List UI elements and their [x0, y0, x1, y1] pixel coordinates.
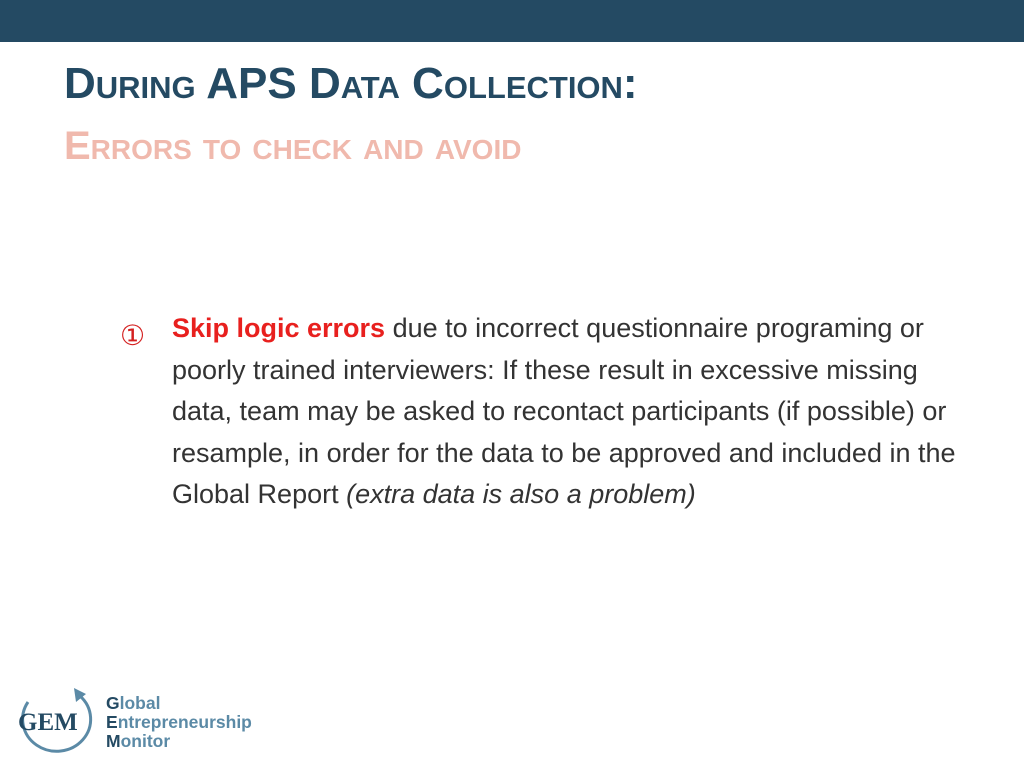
bullet-body: due to incorrect questionnaire programing or poorly trained interviewers: If these result in excessive missing data, team may be asked to recontact participants (if possible) or resample, in order for the data to be approved and included in the Global Report — [172, 313, 956, 509]
slide-title: During APS Data Collection: — [64, 59, 638, 108]
logo-line-monitor-initial: M — [106, 731, 121, 751]
gem-logo — [12, 684, 292, 756]
bullet-text — [172, 308, 980, 516]
logo-line-global-initial: G — [106, 693, 120, 713]
logo-line-global-rest: lobal — [119, 693, 161, 713]
slide-subtitle: Errors to check and avoid — [64, 124, 522, 168]
logo-line-monitor-rest: onitor — [120, 731, 171, 751]
logo-line-global — [106, 694, 252, 713]
gem-logo-mark-icon — [12, 684, 100, 756]
bullet-item — [120, 308, 980, 516]
logo-line-monitor — [106, 732, 252, 751]
header-bar — [0, 0, 1024, 42]
gem-mark-text: GEM — [18, 709, 78, 736]
logo-line-entrepreneurship — [106, 713, 252, 732]
circled-one-marker: ① — [120, 319, 146, 352]
bullet-emphasis: Skip logic errors — [172, 313, 386, 343]
logo-wordmark — [106, 694, 252, 751]
bullet-italic-note: (extra data is also a problem) — [346, 479, 696, 509]
logo-line-entrepreneurship-rest: ntrepreneurship — [117, 712, 252, 732]
logo-line-entrepreneurship-initial: E — [106, 712, 118, 732]
